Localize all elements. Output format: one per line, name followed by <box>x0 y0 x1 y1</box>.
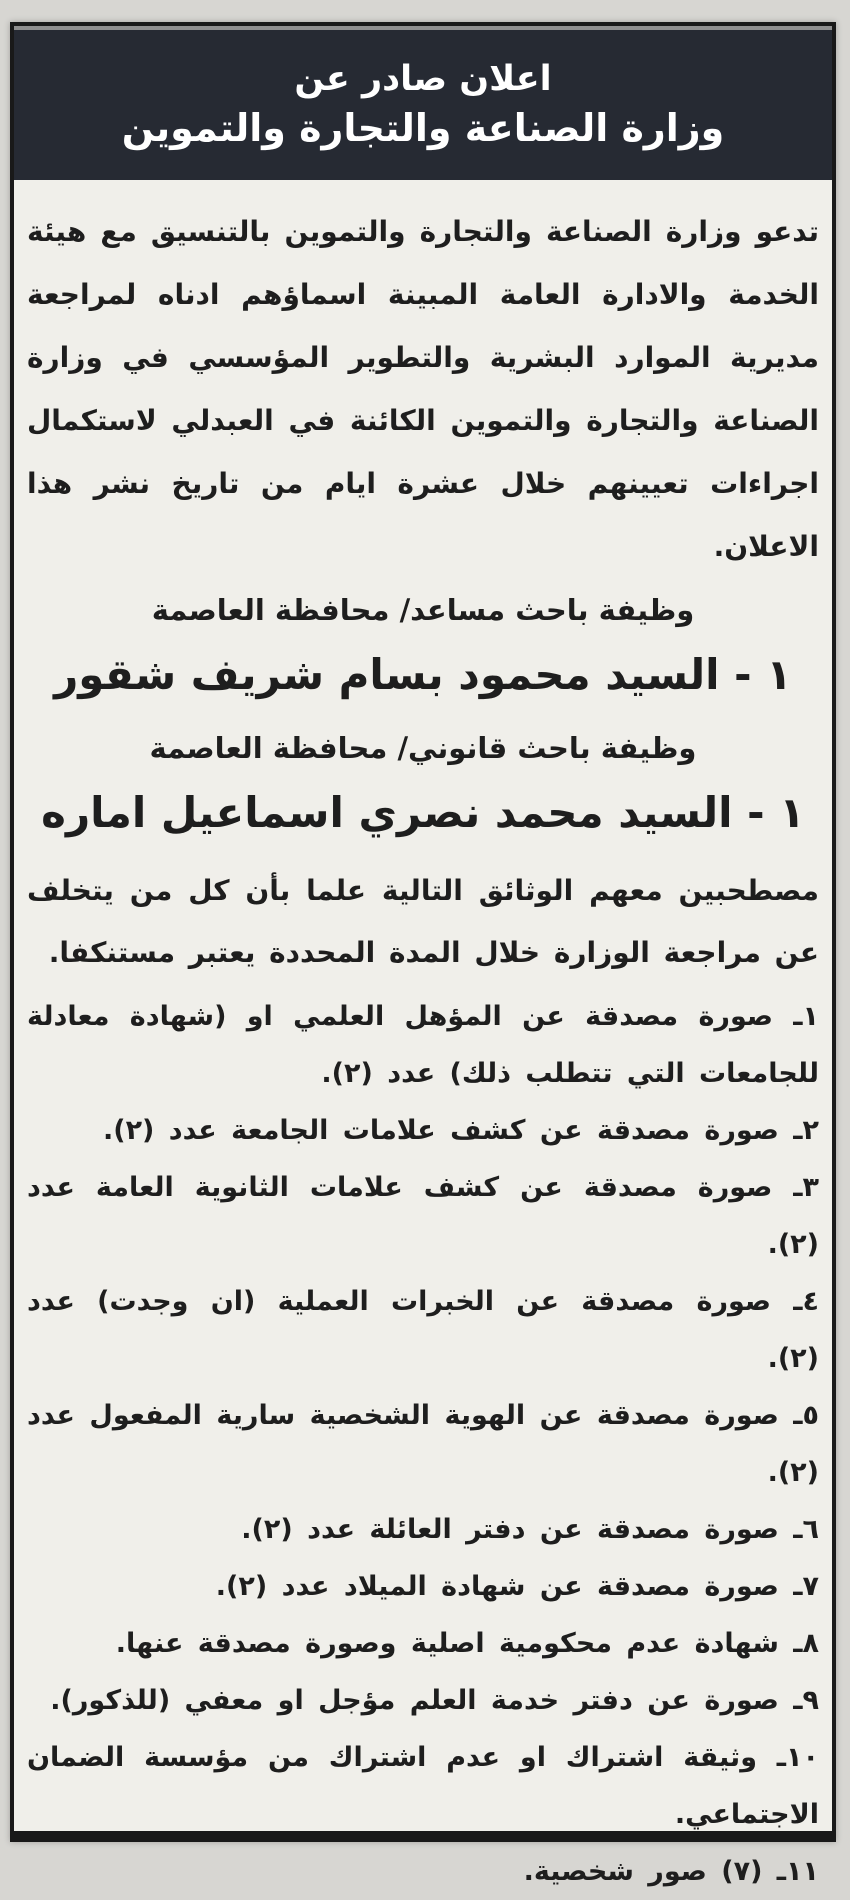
document-item-11: ١١ـ (٧) صور شخصية. <box>523 1856 819 1887</box>
header-ministry-name: وزارة الصناعة والتجارة والتموين <box>121 106 725 151</box>
document-item-4: ٤ـ صورة مصدقة عن الخبرات العملية (ان وجدت) عدد (٢). <box>27 1286 819 1374</box>
documents-list <box>27 988 819 1900</box>
header-title-line1: اعلان صادر عن <box>294 58 552 99</box>
document-item-10: ١٠ـ وثيقة اشتراك او عدم اشتراك من مؤسسة الضمان الاجتماعي. <box>27 1742 819 1830</box>
announcement-header <box>14 26 832 180</box>
document-item-2: ٢ـ صورة مصدقة عن كشف علامات الجامعة عدد (٢). <box>102 1115 819 1146</box>
position-title-assistant-researcher: وظيفة باحث مساعد/ محافظة العاصمة <box>151 593 695 627</box>
document-item-6: ٦ـ صورة مصدقة عن دفتر العائلة عدد (٢). <box>241 1514 819 1545</box>
documents-note: مصطحبين معهم الوثائق التالية علما بأن كل من يتخلف عن مراجعة الوزارة خلال المدة المحددة يعتبر مستنكفا. <box>27 874 819 969</box>
intro-paragraph: تدعو وزارة الصناعة والتجارة والتموين بالتنسيق مع هيئة الخدمة والادارة العامة المبينة اسماؤهم ادناه لمراجعة مديرية الموارد البشرية والتطوير المؤسسي في وزارة الصناعة والتجارة والتموين الكائنة في العبدلي لاستكمال اجراءات تعيينهم خلال عشرة ايام من تاريخ نشر هذا الاعلان. <box>27 215 819 563</box>
document-item-7: ٧ـ صورة مصدقة عن شهادة الميلاد عدد (٢). <box>215 1571 819 1602</box>
document-item-1: ١ـ صورة مصدقة عن المؤهل العلمي او (شهادة معادلة للجامعات التي تتطلب ذلك) عدد (٢). <box>27 1001 819 1089</box>
announcement-document <box>10 22 836 1887</box>
position-title-legal-researcher: وظيفة باحث قانوني/ محافظة العاصمة <box>149 731 697 765</box>
document-item-3: ٣ـ صورة مصدقة عن كشف علامات الثانوية العامة عدد (٢). <box>27 1172 819 1260</box>
candidate-name-1: ١ - السيد محمود بسام شريف شقور <box>54 650 792 699</box>
candidate-name-2: ١ - السيد محمد نصري اسماعيل اماره <box>41 788 805 837</box>
document-item-9: ٩ـ صورة عن دفتر خدمة العلم مؤجل او معفي (للذكور). <box>50 1685 819 1716</box>
document-item-5: ٥ـ صورة مصدقة عن الهوية الشخصية سارية المفعول عدد (٢). <box>27 1400 819 1488</box>
document-item-8: ٨ـ شهادة عدم محكومية اصلية وصورة مصدقة عنها. <box>115 1628 819 1659</box>
announcement-body <box>14 200 832 1900</box>
